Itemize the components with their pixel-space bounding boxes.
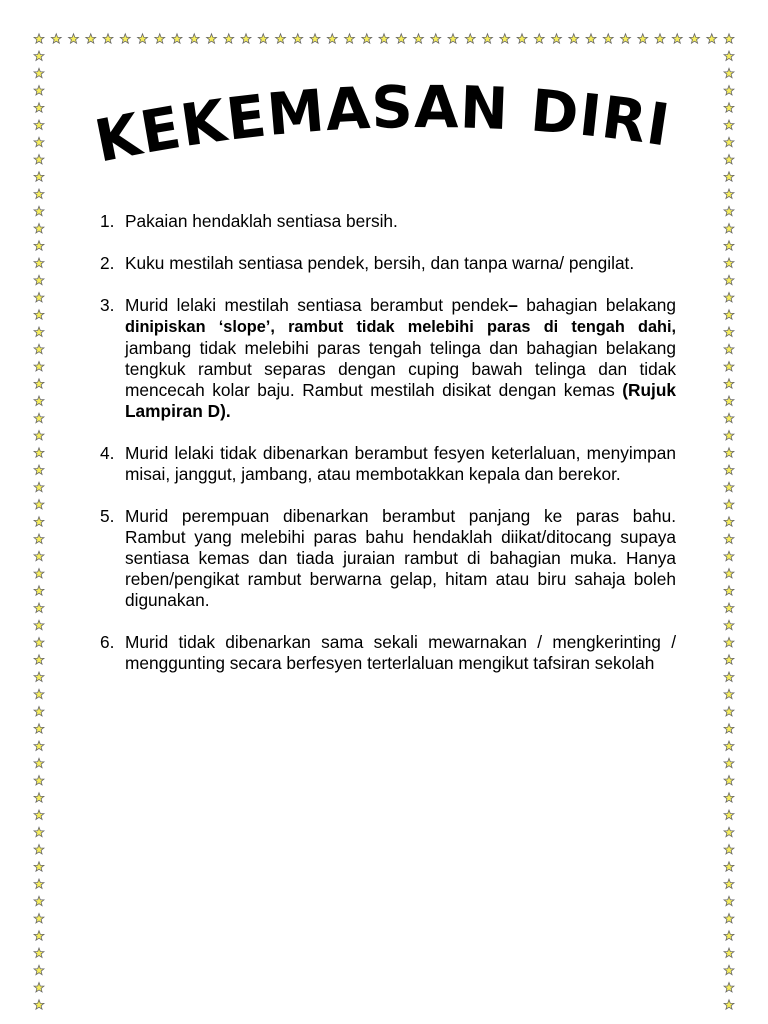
star-icon (724, 482, 734, 491)
star-icon (724, 413, 734, 422)
star-icon (138, 34, 148, 43)
star-icon (724, 396, 734, 405)
star-icon (690, 34, 700, 43)
star-icon (34, 275, 44, 284)
star-icon (34, 379, 44, 388)
star-icon (724, 689, 734, 698)
item-text: jambang tidak melebihi paras tengah telinga dan bahagian belakang tengkuk rambut separas dengan cuping bawah telinga dan tidak mencecah kolar baju. Rambut mestilah disikat dengan kemas (125, 338, 676, 400)
star-icon (724, 465, 734, 474)
star-icon (51, 34, 61, 43)
star-icon (155, 34, 165, 43)
item-number: 2. (100, 253, 115, 273)
star-icon (724, 569, 734, 578)
star-icon (724, 103, 734, 112)
list-item (98, 632, 676, 674)
item-number: 4. (100, 443, 115, 463)
star-icon (34, 551, 44, 560)
star-icon (34, 137, 44, 146)
star-icon (34, 896, 44, 905)
list-item (98, 295, 676, 422)
star-icon (724, 206, 734, 215)
star-icon (34, 51, 44, 60)
star-icon (34, 310, 44, 319)
star-icon (672, 34, 682, 43)
star-icon (34, 655, 44, 664)
star-icon (500, 34, 510, 43)
star-icon (724, 120, 734, 129)
star-icon (34, 879, 44, 888)
star-icon (34, 983, 44, 992)
star-icon (724, 655, 734, 664)
star-icon (34, 34, 44, 43)
star-icon (34, 1000, 44, 1009)
star-icon (34, 396, 44, 405)
star-icon (724, 724, 734, 733)
star-icon (724, 620, 734, 629)
star-icon (345, 34, 355, 43)
star-icon (724, 672, 734, 681)
star-icon (724, 189, 734, 198)
star-icon (724, 344, 734, 353)
star-icon (724, 827, 734, 836)
star-icon (724, 275, 734, 284)
star-icon (34, 120, 44, 129)
star-icon (707, 34, 717, 43)
star-icon (207, 34, 217, 43)
star-icon (172, 34, 182, 43)
star-icon (34, 586, 44, 595)
star-icon (724, 68, 734, 77)
star-icon (34, 689, 44, 698)
star-icon (327, 34, 337, 43)
rules-list (98, 211, 676, 674)
item-text: Pakaian hendaklah sentiasa bersih. (125, 211, 398, 231)
star-icon (34, 672, 44, 681)
star-icon (483, 34, 493, 43)
star-icon (586, 34, 596, 43)
star-icon (724, 879, 734, 888)
star-icon (379, 34, 389, 43)
star-icon (724, 896, 734, 905)
star-icon (724, 551, 734, 560)
star-icon (724, 51, 734, 60)
star-icon (724, 431, 734, 440)
star-icon (34, 758, 44, 767)
star-icon (34, 431, 44, 440)
star-icon (724, 845, 734, 854)
item-number: 1. (100, 211, 115, 231)
star-icon (724, 137, 734, 146)
item-text: bahagian belakang (517, 295, 676, 315)
star-icon (34, 413, 44, 422)
star-icon (724, 224, 734, 233)
star-icon (34, 241, 44, 250)
star-icon (724, 707, 734, 716)
star-icon (258, 34, 268, 43)
star-icon (724, 362, 734, 371)
star-icon (724, 862, 734, 871)
star-icon (34, 86, 44, 95)
item-text: Murid perempuan dibenarkan berambut panjang ke paras bahu. Rambut yang melebihi paras bahu hendaklah diikat/ditocang supaya sentiasa kemas dan tiada juraian rambut di bahagian muka. Hanya reben/pengikat rambut berwarna gelap, hitam atau biru sahaja boleh digunakan. (125, 506, 676, 610)
item-number: 5. (100, 506, 115, 526)
star-icon (362, 34, 372, 43)
star-icon (34, 741, 44, 750)
item-text: Murid tidak dibenarkan sama sekali mewarnakan / mengkerinting / menggunting secara berfesyen terterlaluan mengikut tafsiran sekolah (125, 632, 676, 673)
item-text: Murid lelaki mestilah sentiasa berambut pendek (125, 295, 509, 315)
item-dash: – (508, 295, 518, 315)
star-icon (724, 258, 734, 267)
star-icon (86, 34, 96, 43)
star-icon (724, 914, 734, 923)
star-icon (34, 189, 44, 198)
star-icon (724, 1000, 734, 1009)
star-icon (34, 103, 44, 112)
star-icon (552, 34, 562, 43)
star-icon (724, 948, 734, 957)
star-icon (34, 638, 44, 647)
star-icon (34, 620, 44, 629)
star-icon (638, 34, 648, 43)
star-icon (241, 34, 251, 43)
star-icon (431, 34, 441, 43)
item-text: Kuku mestilah sentiasa pendek, bersih, dan tanpa warna/ pengilat. (125, 253, 635, 273)
star-icon (103, 34, 113, 43)
star-icon (189, 34, 199, 43)
star-icon (34, 500, 44, 509)
title-text: KEKEMASAN DIRI (90, 80, 675, 176)
star-icon (534, 34, 544, 43)
star-icon (34, 258, 44, 267)
star-icon (34, 965, 44, 974)
star-icon (34, 327, 44, 336)
star-icon (34, 948, 44, 957)
star-icon (724, 586, 734, 595)
star-icon (34, 206, 44, 215)
star-icon (34, 68, 44, 77)
star-icon (34, 517, 44, 526)
star-icon (310, 34, 320, 43)
star-icon (34, 293, 44, 302)
star-icon (34, 344, 44, 353)
star-icon (120, 34, 130, 43)
star-icon (724, 517, 734, 526)
star-icon (724, 965, 734, 974)
star-icon (724, 603, 734, 612)
star-icon (465, 34, 475, 43)
star-icon (34, 224, 44, 233)
star-icon (34, 914, 44, 923)
star-icon (34, 362, 44, 371)
star-icon (34, 569, 44, 578)
star-icon (34, 776, 44, 785)
star-icon (724, 741, 734, 750)
list-item (98, 253, 676, 274)
star-icon (34, 707, 44, 716)
star-icon (724, 172, 734, 181)
star-icon (34, 724, 44, 733)
star-icon (724, 34, 734, 43)
star-icon (34, 603, 44, 612)
star-icon (34, 448, 44, 457)
star-icon (224, 34, 234, 43)
star-icon (293, 34, 303, 43)
star-icon (724, 293, 734, 302)
list-item (98, 506, 676, 611)
item-number: 3. (100, 295, 115, 315)
star-icon (724, 327, 734, 336)
star-icon (414, 34, 424, 43)
star-icon (621, 34, 631, 43)
star-icon (724, 810, 734, 819)
star-icon (34, 827, 44, 836)
star-icon (724, 758, 734, 767)
star-icon (724, 379, 734, 388)
item-bold-text: dinipiskan ‘slope’, rambut tidak melebihi paras di tengah dahi, (125, 318, 676, 336)
star-icon (34, 534, 44, 543)
star-icon (724, 793, 734, 802)
star-icon (34, 155, 44, 164)
star-icon (34, 482, 44, 491)
star-icon (724, 638, 734, 647)
star-icon (724, 983, 734, 992)
star-icon (724, 155, 734, 164)
star-icon (69, 34, 79, 43)
star-icon (724, 448, 734, 457)
star-icon (724, 500, 734, 509)
star-icon (276, 34, 286, 43)
list-item (98, 443, 676, 485)
star-icon (34, 465, 44, 474)
star-icon (517, 34, 527, 43)
star-icon (724, 310, 734, 319)
star-icon (34, 793, 44, 802)
star-icon (448, 34, 458, 43)
list-item (98, 211, 676, 232)
item-bold-text: (Rujuk Lampiran D). (125, 380, 676, 421)
star-icon (34, 862, 44, 871)
item-text: Murid lelaki tidak dibenarkan berambut fesyen keterlaluan, menyimpan misai, janggut, jambang, atau membotakkan kepala dan berekor. (125, 443, 676, 484)
star-icon (603, 34, 613, 43)
star-icon (396, 34, 406, 43)
star-icon (34, 845, 44, 854)
star-icon (34, 172, 44, 181)
star-icon (724, 931, 734, 940)
star-icon (724, 241, 734, 250)
star-icon (655, 34, 665, 43)
star-icon (724, 534, 734, 543)
page-title (90, 80, 690, 190)
star-icon (724, 776, 734, 785)
star-icon (724, 86, 734, 95)
star-icon (34, 931, 44, 940)
item-number: 6. (100, 632, 115, 652)
star-icon (569, 34, 579, 43)
star-icon (34, 810, 44, 819)
